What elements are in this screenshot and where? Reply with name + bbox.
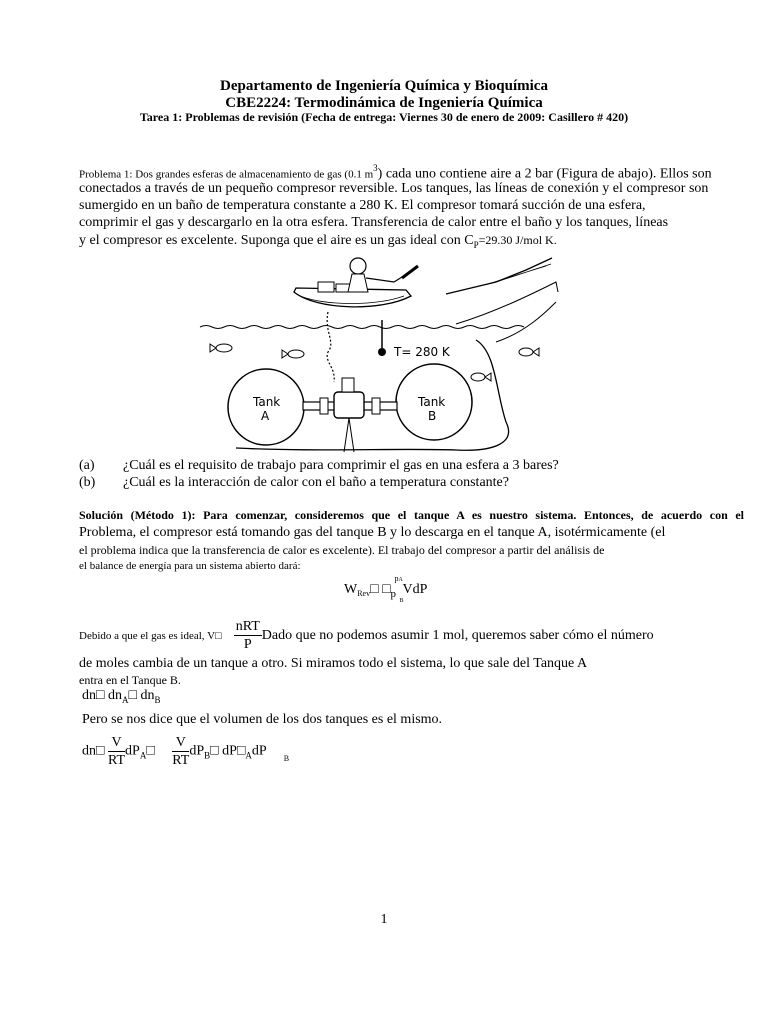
temperature-label: T= 280 K [394,345,450,359]
question-b-label: (b) [79,475,96,490]
integral-limits [390,574,404,604]
fish-3 [471,373,491,381]
department-title: Departamento de Ingeniería Química y Bioquímica [220,78,548,94]
eq3-dp-2-sub: B [204,750,211,761]
eq3-fraction-1 [108,734,125,769]
course-title: CBE2224: Termodinámica de Ingeniería Química [225,95,543,111]
tank-a-label-1: Tank [253,395,281,409]
dn-sub-a: A [121,694,129,705]
eq3-fraction-2 [172,734,189,769]
bank-line [496,302,556,342]
eq3-dp-2: dP [189,743,205,759]
person-head [350,258,366,274]
problem-line-3: sumergido en un baño de temperatura constante a 280 K. El compresor tomará succión de una esfera, [79,198,646,213]
ideal-gas-denominator: P [243,637,252,652]
question-a-label: (a) [79,458,95,473]
eq3-den-1: RT [107,753,126,768]
problem-intro-small: Problema 1: Dos grandes esferas de almacenamiento de gas (0.1 m [79,168,374,181]
tank-b-label-1: Tank [418,395,446,409]
solution-line-2: Problema, el compresor está tomando gas del tanque B y lo descarga en el tanque A, isotérmicamente (el [79,525,666,540]
pressure-equation [82,734,289,769]
eq3-box-3: □ [236,743,246,759]
question-b-text: ¿Cuál es la interacción de calor con el baño a temperatura constante? [123,475,509,490]
integral-upper: pA [394,574,403,583]
eq3-num-2: V [172,734,189,752]
compressor-stand [344,418,354,452]
solution-line-1: Solución (Método 1): Para comenzar, consideremos que el tanque A es nuestro sistema. Entonces, de acuerdo con el [79,508,744,522]
work-box-2: □ [382,582,391,597]
eq3-dp-3: dP [218,743,237,759]
eq3-num-1: V [108,734,125,752]
volume-line: Pero se nos dice que el volumen de los dos tanques es el mismo. [82,712,443,727]
tank-figure [196,252,568,456]
fish-4 [519,348,539,356]
dn-box: □ [128,688,137,703]
integral-lower: B [399,598,404,604]
pipe-flange-right [372,398,380,414]
work-box: □ [370,582,379,597]
cp-subscript: P [473,239,479,250]
ideal-gas-prefix: Debido a que el gas es ideal, V [79,630,216,643]
enters-line: entra en el Tanque B. [79,673,181,687]
eq3-dp-1: dP [125,743,140,759]
tank-a-label-2: A [261,409,270,423]
ideal-gas-fraction [234,618,262,653]
eq3-dp-3-sub: A [245,750,252,761]
eq3-box-1: □ [146,743,155,759]
dn-sub-b: B [154,694,161,705]
compressor-top [342,378,354,392]
shore-line [446,258,552,294]
water-surface [200,326,524,329]
question-a-text: ¿Cuál es el requisito de trabajo para comprimir el gas en una esfera a 3 bares? [123,458,559,473]
work-rest: VdP [402,582,428,597]
work-symbol: W [344,582,358,597]
problem-unit-exponent: 3 [373,163,378,173]
oar-blade [402,266,418,278]
tank-b-label-2: B [428,409,437,423]
compressor [334,392,364,418]
problem-line-5-b: =29.30 J/mol K. [478,233,557,247]
problem-intro-rest: ) cada uno contiene aire a 2 bar (Figura de abajo). Ellos son [377,166,712,182]
ideal-gas-line [79,618,654,653]
question-a [79,458,559,474]
pipe-flange-left [320,398,328,414]
assignment-subtitle: Tarea 1: Problemas de revisión (Fecha de entrega: Viernes 30 de enero de 2009: Casillero # 420) [139,110,629,124]
eq3-box-2: □ [210,743,219,759]
solution-line-4: el balance de energía para un sistema abierto dará: [79,560,301,572]
dn-equation [82,688,160,705]
page-number: 1 [380,912,388,927]
eq3-dp-4: dP [251,743,267,759]
dn-lhs: dn□ dn [82,688,122,703]
eq3-den-2: RT [172,753,190,768]
question-b [79,475,509,491]
moles-line: de moles cambia de un tanque a otro. Si miramos todo el sistema, lo que sale del Tanque A [79,656,588,671]
problem-line-2: conectados a través de un pequeño compresor reversible. Los tanques, las líneas de conexión y el compresor son [79,181,709,196]
dn-mid: dn [136,688,155,703]
ideal-gas-suffix: Dado que no podemos asumir 1 mol, queremos saber cómo el número [261,628,654,644]
thermometer-bulb [378,348,386,356]
boat-box [318,282,334,292]
work-equation [344,574,428,604]
problem-line-4: comprimir el gas y descargarlo en la otra esfera. Transferencia de calor entre el baño y los tanques, líneas [79,215,669,230]
person-body [348,274,368,292]
problem-line-1 [79,163,712,182]
fish-1 [210,344,232,352]
eq3-tail-sub: B [283,753,290,763]
work-subscript: Rev [357,589,371,598]
hose [327,312,334,382]
ideal-gas-box: □ [215,630,222,643]
ideal-gas-numerator: nRT [235,619,260,634]
eq3-dp-1-sub: A [139,750,147,761]
solution-line-3: el problema indica que la transferencia de calor es excelente). El trabajo del compresor a partir del análisis de [79,543,605,557]
fish-2 [282,350,304,358]
problem-line-5 [79,233,557,250]
integral-p: p [390,588,397,600]
shore-hatch [488,264,551,284]
eq3-dn: dn□ [82,743,105,759]
problem-line-5-a: y el compresor es excelente. Suponga que el aire es un gas ideal con C [79,233,474,248]
